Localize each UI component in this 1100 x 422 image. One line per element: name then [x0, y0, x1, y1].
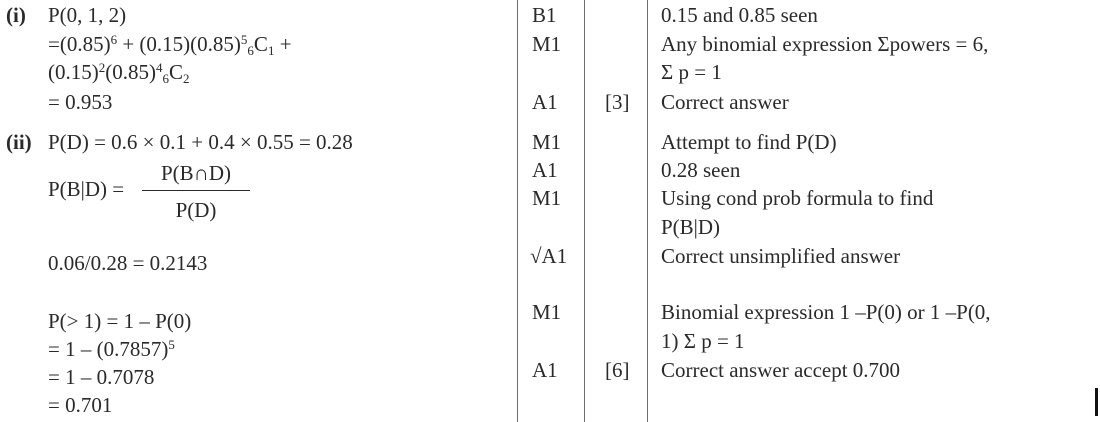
mark-m1: M1 — [532, 130, 562, 154]
note: Binomial expression 1 –P(0) or 1 –P(0, — [661, 300, 991, 324]
note: Correct answer — [661, 90, 789, 114]
exponent: 5 — [168, 337, 175, 352]
part-i-line-3 — [48, 60, 190, 86]
mark-a1: A1 — [532, 358, 558, 382]
text-cursor — [1095, 388, 1098, 416]
part-i-line-2 — [48, 32, 292, 58]
part-iii-line-2 — [48, 339, 175, 360]
plus: + — [274, 32, 292, 56]
note: 0.15 and 0.85 seen — [661, 3, 818, 27]
mark-b1: B1 — [532, 3, 557, 27]
part-iii-line-3: = 1 – 0.7078 — [48, 365, 155, 389]
part-iii-line-1: P(> 1) = 1 – P(0) — [48, 309, 192, 333]
mark-m1: M1 — [532, 186, 562, 210]
part-ii-line-1: P(D) = 0.6 × 0.1 + 0.4 × 0.55 = 0.28 — [48, 130, 353, 154]
mark-a1: A1 — [532, 90, 558, 114]
cond-prob-lhs: P(B|D) = — [48, 177, 125, 201]
note: Using cond prob formula to find — [661, 186, 934, 210]
cond-prob-numerator: P(B∩D) — [160, 161, 231, 185]
exponent: 4 — [156, 60, 163, 75]
part-i-line-1: P(0, 1, 2) — [48, 3, 127, 27]
exponent: 6 — [110, 32, 118, 47]
exponent: 5 — [240, 32, 248, 47]
column-divider-2 — [584, 0, 585, 422]
note: P(B|D) — [661, 215, 721, 239]
mark-a1: A1 — [532, 158, 558, 182]
term-015-085: + (0.15)(0.85) — [117, 32, 241, 56]
term-015: (0.15) — [48, 60, 99, 84]
part-i-total: [3] — [605, 90, 630, 114]
note: Correct unsimplified answer — [661, 244, 901, 268]
part-iii-answer: = 0.701 — [48, 393, 113, 417]
part-ii-label: (ii) — [6, 130, 32, 154]
expression: = 1 – (0.7857) — [48, 337, 169, 361]
part-i-answer: = 0.953 — [48, 90, 113, 114]
term-085: =(0.85) — [48, 32, 111, 56]
subscript: 6 — [162, 71, 169, 86]
column-divider-1 — [517, 0, 518, 422]
term-085: (0.85) — [105, 60, 156, 84]
subscript: 6 — [247, 43, 254, 58]
note: Correct answer accept 0.700 — [661, 358, 901, 382]
part-ii-calc: 0.06/0.28 = 0.2143 — [48, 251, 208, 275]
exponent: 2 — [98, 60, 106, 75]
part-i-label: (i) — [6, 3, 26, 27]
subscript: 2 — [183, 71, 190, 86]
subscript: 1 — [267, 43, 275, 58]
mark-m1: M1 — [532, 32, 562, 56]
combination: C — [169, 60, 184, 84]
note: Σ p = 1 — [661, 60, 722, 84]
cond-prob-denominator: P(D) — [175, 198, 217, 222]
note: Any binomial expression Σpowers = 6, — [661, 32, 989, 56]
note: Attempt to find P(D) — [661, 130, 837, 154]
mark-m1: M1 — [532, 300, 562, 324]
fraction-bar — [142, 190, 250, 191]
column-divider-3 — [647, 0, 648, 422]
combination: C — [253, 32, 268, 56]
note: 0.28 seen — [661, 158, 741, 182]
mark-follow-through-a1: √A1 — [530, 244, 568, 268]
note: 1) Σ p = 1 — [661, 329, 745, 353]
part-iii-total: [6] — [605, 358, 630, 382]
